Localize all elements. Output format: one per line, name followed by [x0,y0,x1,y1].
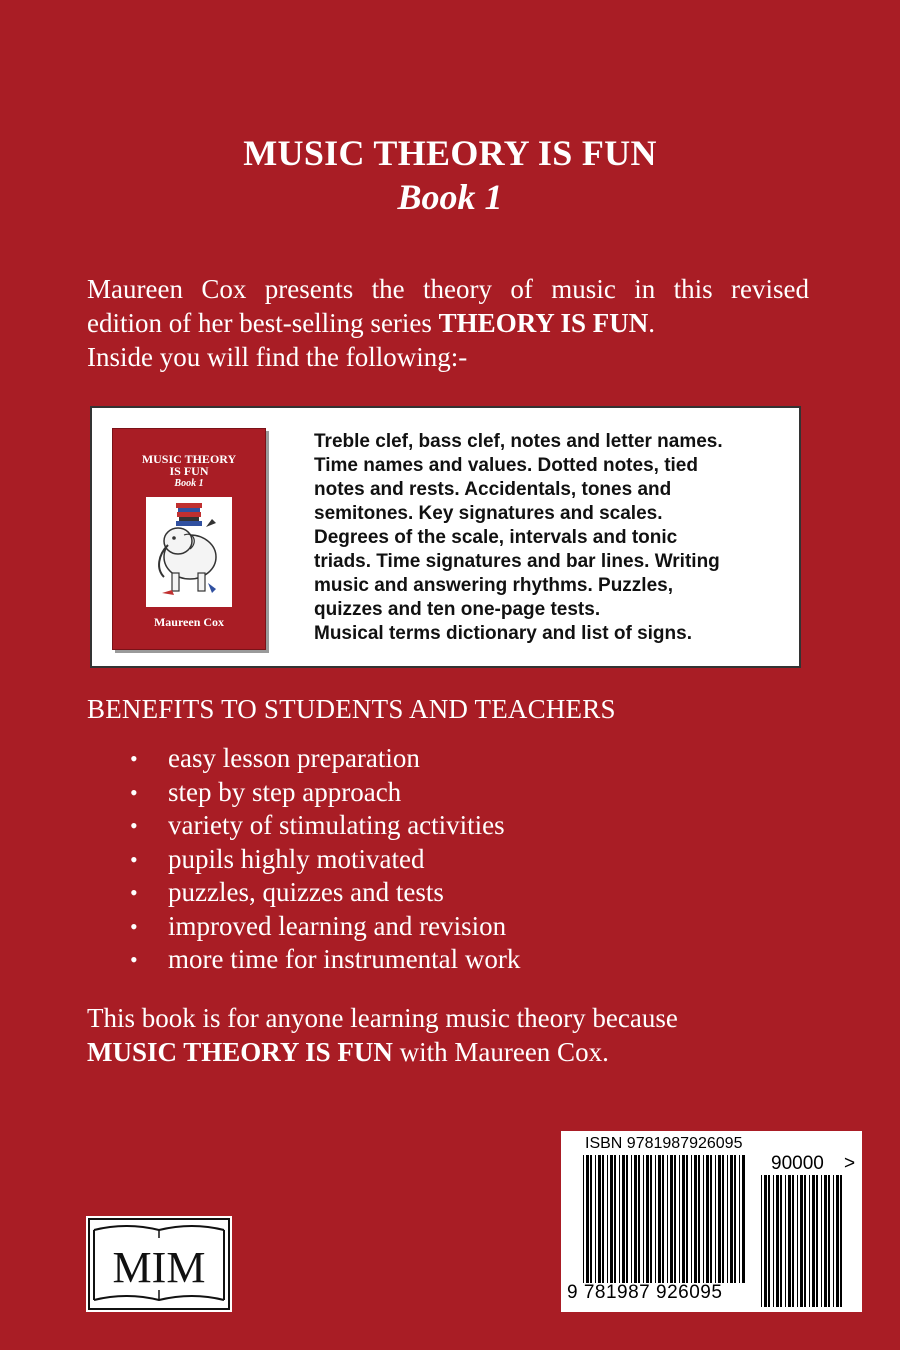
intro-line-2-end: . [648,308,656,338]
closing-line-2 [87,1035,807,1069]
list-item [130,742,520,776]
closing-line-1: This book is for anyone learning music theory because [87,1003,678,1033]
isbn-barcode [561,1131,862,1312]
mini-cover-image [112,428,266,650]
mini-cover-title-line-2: IS FUN [169,464,209,478]
benefits-heading: BENEFITS TO STUDENTS AND TEACHERS [87,694,616,724]
barcode-bar [840,1175,842,1307]
barcode-bar [598,1155,601,1283]
mini-cover-title-line-1: MUSIC THEORY [141,452,237,466]
barcode-bar [686,1155,688,1283]
list-item [130,876,520,910]
mini-cover-book: Book 1 [174,478,204,489]
barcode-bar [662,1155,664,1283]
barcode-bar [828,1175,830,1307]
list-item [130,910,520,944]
barcode-bar [780,1175,782,1307]
closing-line-2-end: with Maureen Cox. [392,1037,609,1067]
barcode-bar [739,1155,740,1283]
barcode-bar [718,1155,721,1283]
contents-line: Time names and values. Dotted notes, tied [314,455,698,476]
list-item [130,843,520,877]
barcode-bar [682,1155,685,1283]
barcode-bar [698,1155,700,1283]
list-item [130,809,520,843]
contents-line: music and answering rhythms. Puzzles, [314,575,673,596]
barcode-bar [619,1155,620,1283]
bullet-icon: • [130,746,138,771]
barcode-bar [658,1155,661,1283]
publisher-logo [86,1216,232,1312]
isbn-text: ISBN 9781987926095 [585,1135,743,1152]
book-subtitle: Book 1 [397,177,503,217]
barcode-bar [785,1175,786,1307]
benefit-text: puzzles, quizzes and tests [168,877,444,907]
list-item [130,943,520,977]
barcode-bar [694,1155,697,1283]
barcode-bar [655,1155,656,1283]
contents-line: Degrees of the scale, intervals and tonic [314,527,678,548]
barcode-bar [670,1155,673,1283]
contents-line: notes and rests. Accidentals, tones and [314,479,672,500]
barcode-bar [821,1175,822,1307]
barcode-bar [638,1155,640,1283]
barcode-bar [646,1155,649,1283]
intro-line-2 [87,306,809,340]
benefit-text: pupils highly motivated [168,843,425,874]
bullet-icon: • [130,947,138,972]
barcode-bar [773,1175,774,1307]
barcode-arrow: > [844,1153,856,1174]
elephant-illustration-icon [146,497,232,607]
barcode-bar [812,1175,815,1307]
contents-line: semitones. Key signatures and scales. [314,503,663,524]
bullet-icon: • [130,913,138,939]
barcode-bar [634,1155,637,1283]
benefit-text: variety of stimulating activities [168,810,505,840]
barcode-bar [706,1155,709,1283]
barcode-bar [679,1155,680,1283]
barcode-bar [650,1155,652,1283]
barcode-bar [614,1155,616,1283]
book-title: MUSIC THEORY IS FUN [243,133,657,173]
barcode-bar [816,1175,818,1307]
barcode-bar [595,1155,596,1283]
barcode-bar [742,1155,745,1283]
barcode-bar [730,1155,733,1283]
barcode-bar [703,1155,704,1283]
barcode-bar [631,1155,632,1283]
barcode-bar [715,1155,716,1283]
barcode-bar [792,1175,794,1307]
intro-line-2-text: edition of her best-selling series [87,308,439,338]
barcode-bar [800,1175,803,1307]
barcode-bar [607,1155,608,1283]
mini-cover-author: Maureen Cox [153,615,225,629]
barcode-bar [710,1155,712,1283]
barcode-bar [764,1175,767,1307]
bullet-icon: • [130,779,138,805]
barcode-bar [610,1155,613,1283]
contents-line: Treble clef, bass clef, notes and letter names. [314,431,723,452]
barcode-bar [727,1155,728,1283]
open-book-logo-icon [86,1216,232,1312]
barcode-bar [809,1175,810,1307]
barcode-bar [768,1175,770,1307]
barcode-bar [674,1155,676,1283]
barcode-bar [667,1155,668,1283]
contents-line: quizzes and ten one-page tests. [314,599,601,620]
barcode-bar [776,1175,779,1307]
contents-box [90,406,801,668]
list-item [130,776,520,810]
barcode-bar [586,1155,589,1283]
intro-line-3: Inside you will find the following:- [87,342,468,372]
closing-paragraph [87,1001,807,1069]
barcode-bar [643,1155,644,1283]
barcode-bar [626,1155,628,1283]
barcode-addon: 90000 [771,1153,824,1174]
benefits-list [130,742,520,977]
closing-series-name: MUSIC THEORY IS FUN [87,1037,393,1067]
contents-line: triads. Time signatures and bar lines. Writing [314,551,720,572]
intro-line-1: Maureen Cox presents the theory of music in this revised [87,274,809,304]
barcode-bar [797,1175,798,1307]
barcode-bar [833,1175,834,1307]
benefit-text: improved learning and revision [168,910,507,941]
barcode-bar [761,1175,762,1307]
barcode-bar [691,1155,692,1283]
barcode-digits: 9 781987 926095 [567,1282,723,1303]
intro-paragraph [87,272,809,374]
logo-text: MIM [112,1243,206,1292]
benefit-text: step by step approach [168,776,402,807]
bullet-icon: • [130,880,138,905]
barcode-bar [583,1155,584,1283]
barcode-bar [788,1175,791,1307]
contents-line: Musical terms dictionary and list of signs. [314,623,692,644]
barcode-bar [602,1155,604,1283]
mini-cover-title [113,453,265,477]
series-name: THEORY IS FUN [438,308,649,338]
barcode-bar [734,1155,736,1283]
barcode-bar [836,1175,839,1307]
barcode-bar [590,1155,592,1283]
barcode-bar [622,1155,625,1283]
benefit-text: easy lesson preparation [168,743,420,773]
bullet-icon: • [130,813,138,838]
contents-list [314,430,784,646]
bullet-icon: • [130,846,138,872]
barcode-bar [804,1175,806,1307]
barcode-bar [824,1175,827,1307]
benefit-text: more time for instrumental work [168,944,521,974]
barcode-bar [722,1155,724,1283]
